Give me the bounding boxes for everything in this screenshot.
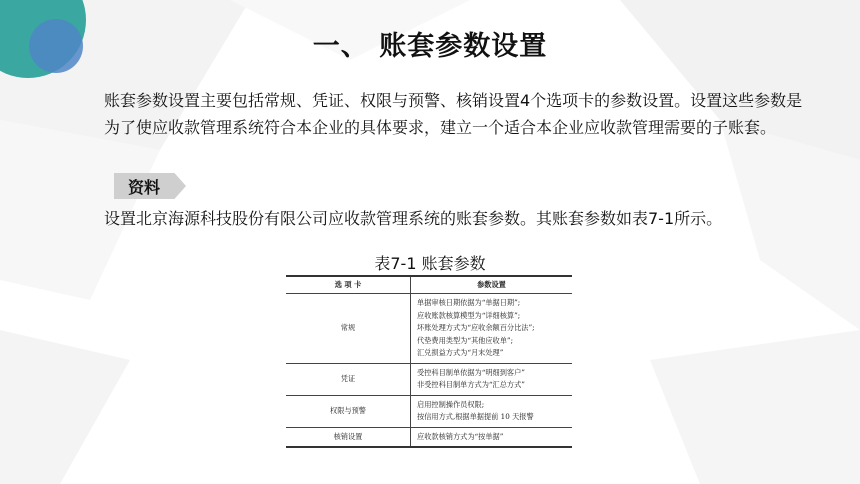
page-title: 一、 账套参数设置 bbox=[312, 31, 548, 62]
material-tag bbox=[114, 173, 186, 199]
setting-line: 坏账处理方式为“应收余额百分比法”; bbox=[417, 323, 535, 332]
row-option: 凭证 bbox=[286, 363, 411, 395]
material-text: 设置北京海源科技股份有限公司应收款管理系统的账套参数。其账套参数如表7-1所示。 bbox=[104, 209, 723, 228]
setting-line: 非受控科目制单方式为“汇总方式” bbox=[417, 380, 525, 389]
setting-line: 启用控制操作员权限; bbox=[417, 399, 485, 409]
setting-line: 单据审核日期依据为“单据日期”; bbox=[417, 298, 521, 307]
params-table bbox=[286, 275, 572, 448]
table-row bbox=[286, 395, 572, 427]
setting-line: 应收账款核算模型为“详细核算”; bbox=[417, 310, 521, 320]
setting-line: 受控科目制单依据为“明细到客户” bbox=[417, 367, 525, 377]
setting-line: 代垫费用类型为“其他应收单”; bbox=[417, 335, 514, 345]
setting-line: 应收款核销方式为“按单据” bbox=[417, 431, 504, 441]
tag-label: 资料 bbox=[128, 178, 161, 197]
table-row bbox=[286, 294, 572, 364]
row-settings bbox=[411, 427, 573, 447]
row-option: 权限与预警 bbox=[286, 395, 411, 427]
row-settings bbox=[411, 294, 573, 364]
row-option: 核销设置 bbox=[286, 427, 411, 447]
header-settings: 参数设置 bbox=[411, 276, 573, 294]
table-row bbox=[286, 363, 572, 395]
header-option: 选 项 卡 bbox=[286, 276, 411, 294]
table-row bbox=[286, 427, 572, 447]
table-caption: 表7-1 账套参数 bbox=[374, 254, 486, 273]
table-header-row bbox=[286, 276, 572, 294]
intro-paragraph: 账套参数设置主要包括常规、凭证、权限与预警、核销设置4个选项卡的参数设置。设置这些参数是为了使应收款管理系统符合本企业的具体要求，建立一个适合本企业应收款管理需要的子账套。 bbox=[104, 91, 803, 137]
row-settings bbox=[411, 363, 573, 395]
setting-line: 汇兑损益方式为“月末处理” bbox=[417, 348, 504, 357]
row-option: 常规 bbox=[286, 294, 411, 364]
row-settings bbox=[411, 395, 573, 427]
setting-line: 按信用方式,根据单据提前 10 天报警 bbox=[417, 412, 534, 421]
